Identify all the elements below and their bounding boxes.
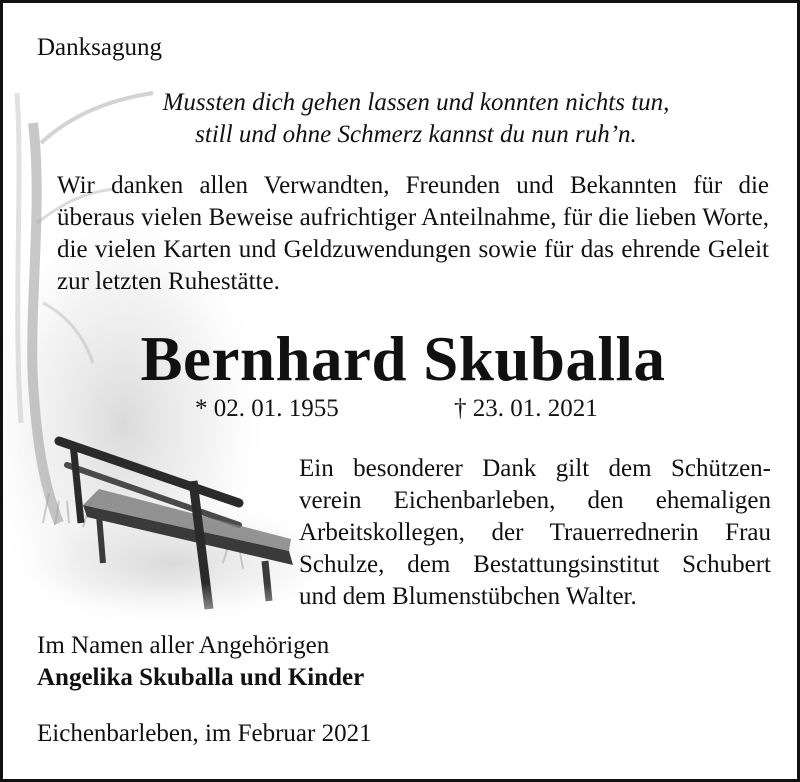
- special-thanks-line: verein Eichenbarleben, den ehemaligen: [299, 487, 771, 514]
- deceased-name: Bernhard Skuballa: [140, 324, 666, 394]
- signer-name: Angelika Skuballa und Kinder: [37, 664, 365, 691]
- verse-line-2: still und ohne Schmerz kannst du nun ruh’n.: [195, 121, 637, 148]
- verse-line-1: Mussten dich gehen lassen und konnten nichts tun,: [162, 89, 670, 116]
- death-date: † 23. 01. 2021: [454, 395, 598, 422]
- thanks-paragraph: Wir danken allen Verwandten, Freunden und Bekannten für die überaus vielen Beweise aufrichtiger Anteilnahme, für die lieben Worte, die vielen Karten und Geldzuwendungen sowie für das ehrende Geleit zur letzten Ruhestätte.: [57, 172, 769, 295]
- special-thanks-paragraph: [299, 453, 771, 613]
- special-thanks-line: und dem Blumenstübchen Walter.: [299, 583, 637, 610]
- on-behalf-line: Im Namen aller Angehörigen: [37, 632, 330, 659]
- special-thanks-line: Arbeitskollegen, der Trauerrednerin Frau: [299, 519, 771, 546]
- place-date: Eichenbarleben, im Februar 2021: [37, 720, 372, 747]
- special-thanks-line: Ein besonderer Dank gilt dem Schützen-: [299, 455, 771, 482]
- notice-heading: Danksagung: [37, 34, 162, 61]
- birth-date: * 02. 01. 1955: [195, 395, 339, 422]
- special-thanks-line: Schulze, dem Bestattungsinstitut Schubert: [299, 551, 771, 578]
